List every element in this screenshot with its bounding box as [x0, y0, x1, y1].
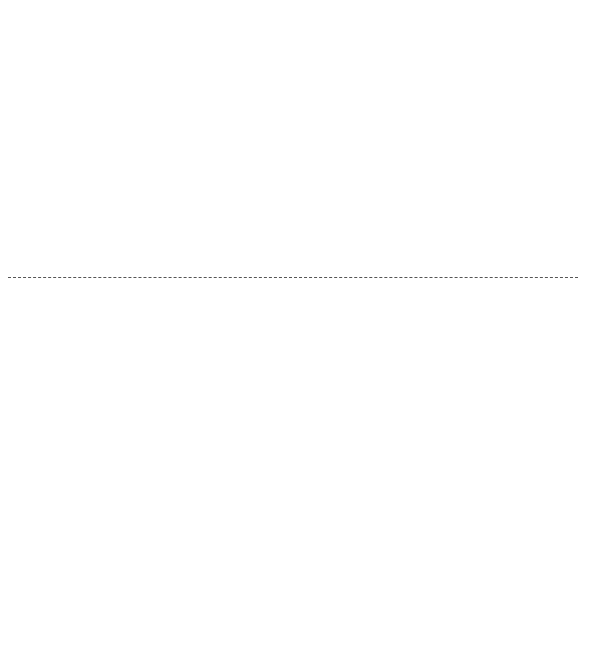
strikethrough-line — [8, 277, 578, 278]
